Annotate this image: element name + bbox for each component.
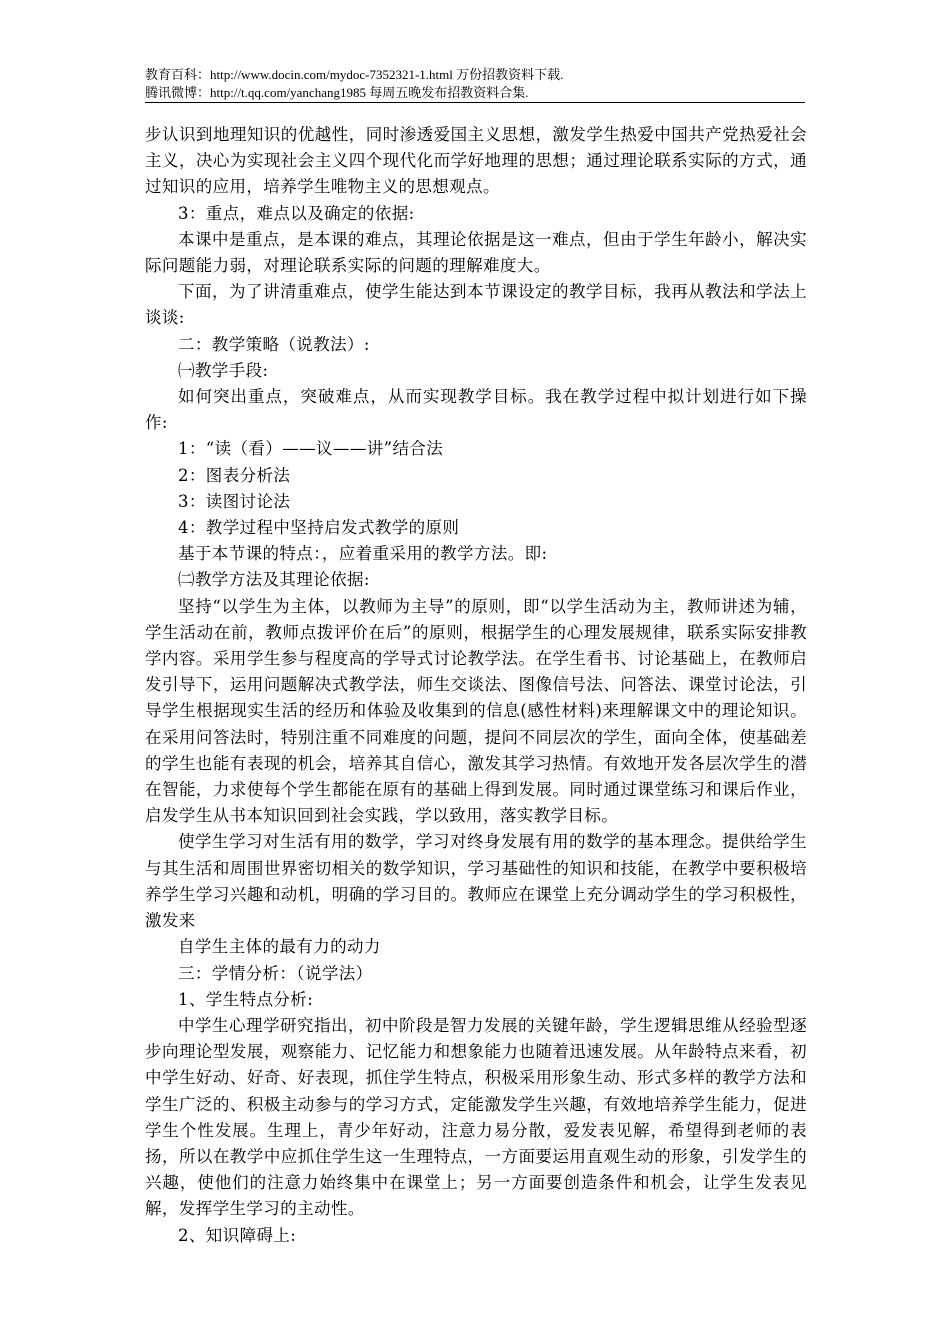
subsection-heading: ㈡教学方法及其理论依据: [178, 570, 370, 590]
section-heading: 3：重点，难点以及确定的依据: [178, 203, 415, 223]
paragraph: 步认识到地理知识的优越性，同时渗透爱国主义思想，激发学生热爱中国共产党热爱社会主义，决心为实现社会主义四个现代化而学好地理的思想；通过理论联系实际的方式，通过知识的应用，培养学生唯物主义的思想观点。 [145, 125, 807, 197]
list-item: 1：“读（看）——议——讲”结合法 [178, 439, 444, 459]
paragraph: 下面，为了讲清重难点，使学生能达到本节课设定的教学目标，我再从教法和学法上谈谈: [145, 282, 807, 328]
list-item: 3：读图讨论法 [178, 491, 291, 511]
paragraph: 如何突出重点，突破难点，从而实现教学目标。我在教学过程中拟计划进行如下操作: [145, 387, 807, 433]
paragraph: 基于本节课的特点：，应着重采用的教学方法。即: [178, 544, 548, 564]
section-heading: 三：学情分析：（说学法） [178, 963, 373, 983]
list-item: 2：图表分析法 [178, 465, 291, 485]
paragraph: 中学生心理学研究指出，初中阶段是智力发展的关键年龄，学生逻辑思维从经验型逐步向理论型发展，观察能力、记忆能力和想象能力也随着迅速发展。从年龄特点来看，初中学生好动、好奇、好表现，抓住学生特点，积极采用形象生动、形式多样的教学方法和学生广泛的、积极主动参与的学习方式，定能激发学生兴趣，有效地培养学生能力，促进学生个性发展。生理上，青少年好动，注意力易分散，爱发表见解，希望得到老师的表扬，所以在教学中应抓住学生这一生理特点，一方面要运用直观生动的形象，引发学生的兴趣，使他们的注意力始终集中在课堂上；另一方面要创造条件和机会，让学生发表见解，发挥学生学习的主动性。 [145, 1015, 807, 1219]
list-item: 4：教学过程中坚持启发式教学的原则 [178, 518, 460, 538]
header-divider [145, 102, 805, 103]
subsection-heading: ㈠教学手段: [178, 360, 269, 380]
subsection-heading: 2、知识障碍上: [178, 1225, 297, 1245]
header-line-weibo: 腾讯微博：http://t.qq.com/yanchang1985 每周五晚发布招教资料合集. [145, 85, 529, 100]
page-header [145, 66, 805, 102]
paragraph: 使学生学习对生活有用的数学，学习对终身发展有用的数学的基本理念。提供给学生与其生活和周围世界密切相关的数学知识，学习基础性的知识和技能，在教学中要积极培养学生学习兴趣和动机，明确的学习目的。教师应在课堂上充分调动学生的学习积极性，激发来 [145, 832, 807, 931]
subsection-heading: 1、学生特点分析: [178, 989, 314, 1009]
paragraph: 自学生主体的最有力的动力 [178, 937, 381, 957]
document-body [145, 122, 807, 1249]
paragraph: 本课中是重点，是本课的难点，其理论依据是这一难点，但由于学生年龄小，解决实际问题能力弱，对理论联系实际的问题的理解难度大。 [145, 229, 807, 276]
section-heading: 二：教学策略（说教法）: [178, 334, 370, 354]
paragraph: 坚持“以学生为主体，以教师为主导”的原则，即“以学生活动为主，教师讲述为辅，学生活动在前，教师点拨评价在后”的原则，根据学生的心理发展规律，联系实际安排教学内容。采用学生参与程度高的学导式讨论教学法。在学生看书、讨论基础上，在教师启发引导下，运用问题解决式教学法，师生交谈法、图像信号法、问答法、课堂讨论法，引导学生根据现实生活的经历和体验及收集到的信息(感性材料)来理解课文中的理论知识。在采用问答法时，特别注重不同难度的问题，提问不同层次的学生，面向全体，使基础差的学生也能有表现的机会，培养其自信心，激发其学习热情。有效地开发各层次学生的潜在智能，力求使每个学生都能在原有的基础上得到发展。同时通过课堂练习和课后作业，启发学生从书本知识回到社会实践，学以致用，落实教学目标。 [145, 596, 807, 826]
header-line-docin: 教育百科：http://www.docin.com/mydoc-7352321-1.html 万份招教资料下载. [145, 67, 564, 82]
